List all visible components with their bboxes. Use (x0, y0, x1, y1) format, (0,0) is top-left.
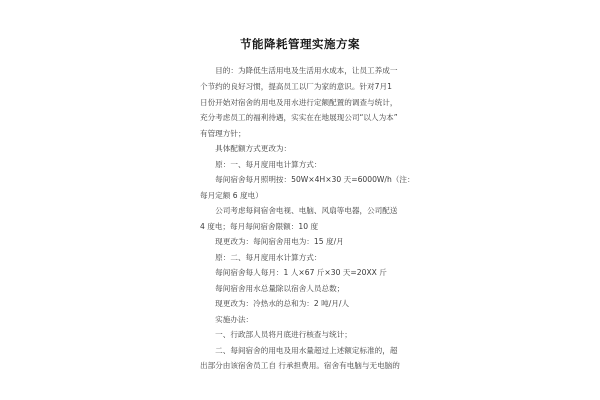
body-line: 具体配额方式更改为： (200, 144, 292, 153)
body-line: 每间宿舍每人每月：1 人×67 斤×30 天=20XX 斤 (200, 268, 387, 277)
body-line: 目的：为降低生活用电及生活用水成本，让员工养成一 (200, 66, 398, 75)
body-line: 每间宿舍用水总量除以宿舍人员总数； (200, 284, 345, 293)
body-line: 有管理方针； (200, 129, 246, 138)
body-line: 每月定额 6 度电） (200, 191, 263, 200)
body-line: 公司考虑每间宿舍电视、电脑、风扇等电器，公司配送 (200, 206, 398, 215)
body-line: 个节约的良好习惯，提高员工以厂为家的意识。针对7月1 (200, 82, 392, 91)
body-line: 充分考虑员工的福利待遇，实实在在地展现公司“以人为本” (200, 113, 398, 122)
document-title: 节能降耗管理实施方案 (240, 37, 360, 51)
body-line: 实施办法： (200, 315, 254, 324)
body-line: 一、行政部人员将月底进行核查与统计； (200, 330, 352, 339)
body-line: 原：一、每月度用电计算方式： (200, 160, 322, 169)
body-line: 二、每间宿舍的用电及用水量超过上述额定标准的，超 (200, 346, 398, 355)
body-line: 4 度电；每月每间宿舍限额：10 度 (200, 222, 319, 231)
body-line: 每间宿舍每月照明按：50W×4H×30 天=6000W/h（注： (200, 175, 415, 184)
body-line: 现更改为：每间宿舍用电为：15 度/月 (200, 237, 344, 246)
body-line: 日份开始对宿舍的用电及用水进行定额配置的调查与统计， (200, 98, 398, 107)
body-line: 出部分由该宿舍员工自 行承担费用。宿舍有电脑与无电脑的 (200, 361, 400, 370)
body-line: 现更改为：冷热水的总和为：2 吨/月/人 (200, 299, 350, 308)
body-line: 原：二、每月度用水计算方式： (200, 253, 322, 262)
